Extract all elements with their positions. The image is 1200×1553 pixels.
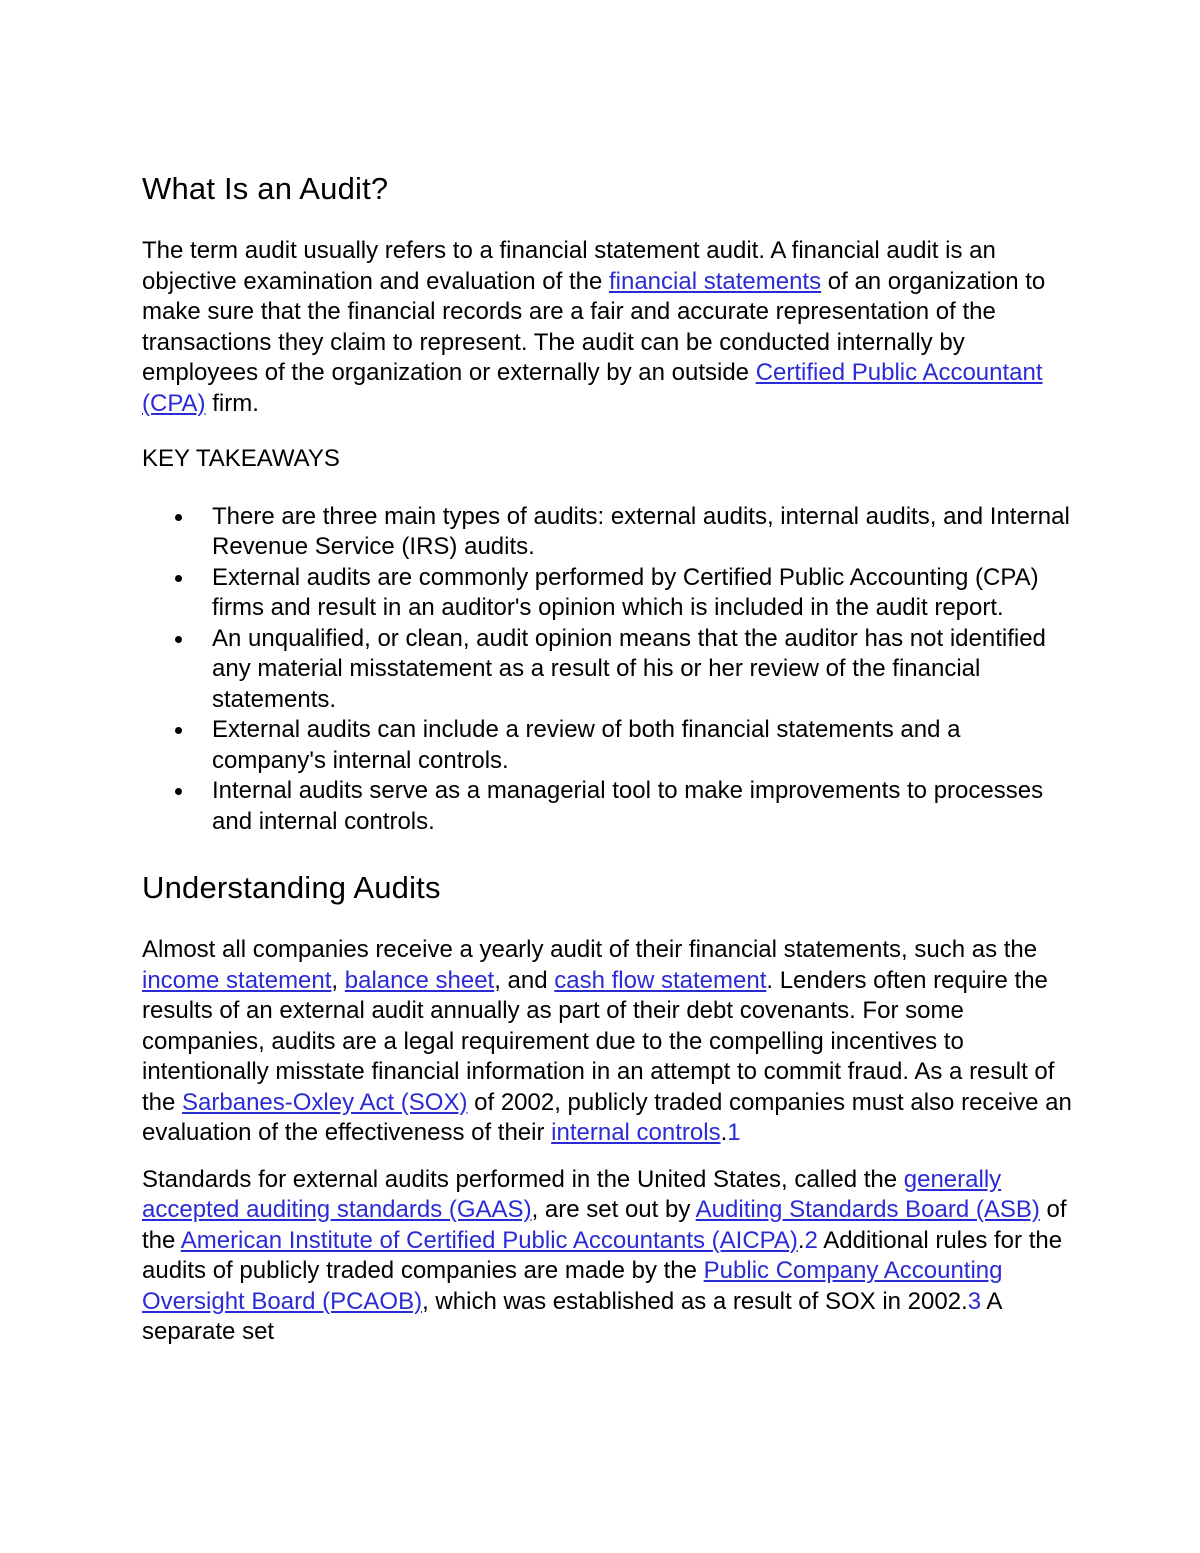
list-item: Internal audits serve as a managerial tool to make improvements to processes and internal controls. — [142, 776, 1072, 837]
link-income-statement[interactable]: income statement — [142, 966, 332, 994]
footnote-marker[interactable]: 2 — [804, 1226, 818, 1254]
text-run: . Lenders often require the results of an external audit annually as part of their debt covenants. For some companies, audits are a legal requirement due to the compelling incentives to intentionally misstate financial information in an attempt to commit fraud. As a result of the — [142, 966, 1055, 1116]
text-run: . — [720, 1119, 728, 1146]
link-certified-public-accountant[interactable]: Certified Public Accountant (CPA) — [142, 359, 1043, 417]
link-financial-statements[interactable]: financial statements — [608, 267, 822, 295]
text-run: , are set out by — [531, 1196, 696, 1223]
text-run: , which was established as a result of SOX in 2002. — [422, 1287, 968, 1315]
text-run: Standards for external audits performed in the United States, called the — [142, 1165, 904, 1193]
link-auditing-standards-board[interactable]: Auditing Standards Board (ASB) — [695, 1196, 1040, 1223]
heading-what-is-an-audit: What Is an Audit? — [142, 171, 389, 206]
text-run: firm. — [205, 389, 259, 417]
takeaways-list — [142, 502, 1072, 838]
text-run: , — [331, 966, 345, 994]
text-run: The term audit usually refers to a financial statement audit. A financial audit is an objective examination and evaluation of the — [142, 237, 996, 295]
list-item: External audits are commonly performed by Certified Public Accounting (CPA) firms and result in an auditor's opinion which is included in the audit report. — [142, 563, 1072, 624]
link-pcaob[interactable]: Public Company Accounting Oversight Board (PCAOB) — [142, 1257, 1003, 1315]
text-run: of an organization to make sure that the financial records are a fair and accurate representation of the transactions they claim to represent. The audit can be conducted internally by employees of the organization or externally by an outside — [142, 267, 1046, 386]
list-item: There are three main types of audits: external audits, internal audits, and Internal Revenue Service (IRS) audits. — [142, 502, 1072, 563]
paragraph-standards — [142, 1165, 1072, 1348]
text-run: Additional rules for the audits of publicly traded companies are made by the — [142, 1226, 1063, 1284]
text-run: , and — [494, 966, 555, 994]
link-internal-controls[interactable]: internal controls — [551, 1119, 721, 1146]
link-cash-flow-statement[interactable]: cash flow statement — [554, 966, 767, 994]
footnote-marker[interactable]: 3 — [967, 1287, 982, 1315]
link-gaas[interactable]: generally accepted auditing standards (GAAS) — [142, 1165, 1002, 1223]
document-content — [142, 170, 1072, 1348]
footnote-marker[interactable]: 1 — [727, 1119, 741, 1146]
key-takeaways-label: KEY TAKEAWAYS — [142, 445, 340, 472]
link-aicpa[interactable]: American Institute of Certified Public Accountants (AICPA) — [180, 1226, 798, 1254]
text-run: of the — [142, 1196, 1067, 1254]
heading-understanding-audits: Understanding Audits — [142, 870, 441, 905]
list-item: External audits can include a review of both financial statements and a company's internal controls. — [142, 715, 1072, 776]
link-balance-sheet[interactable]: balance sheet — [344, 966, 495, 994]
text-run: . — [797, 1226, 805, 1254]
list-item: An unqualified, or clean, audit opinion means that the auditor has not identified any material misstatement as a result of his or her review of the financial statements. — [142, 624, 1072, 716]
text-run: Almost all companies receive a yearly audit of their financial statements, such as the — [142, 936, 1038, 963]
link-sarbanes-oxley-act[interactable]: Sarbanes-Oxley Act (SOX) — [182, 1088, 468, 1116]
paragraph-almost-all-companies — [142, 935, 1072, 1149]
text-run: of 2002, publicly traded companies must also receive an evaluation of the effectiveness of their — [142, 1088, 1072, 1146]
text-run: A separate set — [142, 1287, 1002, 1345]
intro-paragraph — [142, 236, 1072, 419]
